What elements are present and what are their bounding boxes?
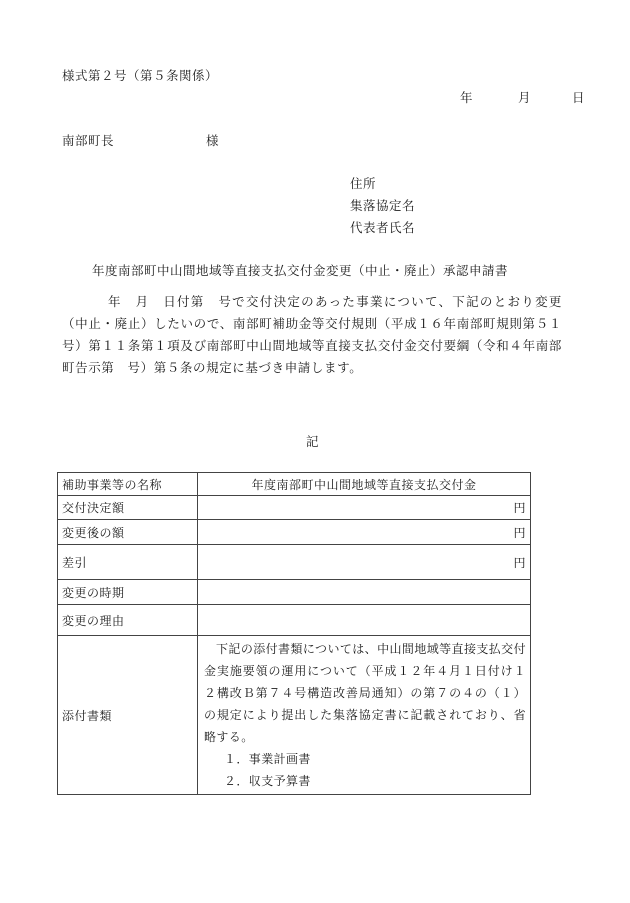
detail-table — [57, 472, 531, 795]
attachments-label: 添付書類 — [58, 636, 198, 795]
table-row — [58, 520, 531, 545]
recipient-honorific: 様 — [206, 133, 220, 148]
table-row — [58, 545, 531, 580]
table-row — [58, 473, 531, 496]
document-title: 年度南部町中山間地域等直接支払交付金変更（中止・廃止）承認申請書 — [92, 263, 509, 278]
date-month: 月 — [517, 90, 531, 105]
group-label: 集落協定名 — [350, 198, 416, 213]
representative-label: 代表者氏名 — [350, 220, 416, 235]
difference-label: 差引 — [58, 545, 198, 580]
decided-amount-label: 交付決定額 — [58, 496, 198, 520]
table-row — [58, 605, 531, 636]
recipient-name: 南部町長 — [62, 133, 115, 148]
table-row — [58, 580, 531, 605]
address-label: 住所 — [350, 176, 377, 191]
change-timing-value — [198, 580, 531, 605]
date-year: 年 — [460, 90, 474, 105]
body-paragraph: 年 月 日付第 号で交付決定のあった事業について、下記のとおり変更（中止・廃止）したいので、南部町補助金等交付規則（平成１６年南部町規則第５１号）第１１条第１項及び南部町中山間地域等直接支払交付金交付要綱（令和４年南部町告示第 号）第５条の規定に基づき申請します。 — [62, 294, 562, 375]
change-reason-label: 変更の理由 — [58, 605, 198, 636]
attachments-cell — [198, 636, 531, 795]
form-number: 様式第２号（第５条関係） — [62, 68, 219, 83]
applicant-block — [350, 173, 415, 239]
attachments-note: 下記の添付書類については、中山間地域等直接支払交付金実施要領の運用について（平成１２年４月１日付け１２構改Ｂ第７４号構造改善局通知）の第７の４の（１）の規定により提出した集落協定書に記載されており、省略する。 — [204, 642, 526, 744]
recipient — [62, 131, 219, 149]
date-line — [460, 88, 585, 106]
change-reason-value — [198, 605, 531, 636]
project-name-label: 補助事業等の名称 — [58, 473, 198, 496]
decided-amount-value: 円 — [198, 496, 531, 520]
changed-amount-value: 円 — [198, 520, 531, 545]
changed-amount-label: 変更後の額 — [58, 520, 198, 545]
ki-heading: 記 — [306, 434, 320, 449]
attachment-item: １．事業計画書 — [224, 752, 311, 766]
table-row — [58, 636, 531, 795]
attachment-item: ２．収支予算書 — [224, 774, 311, 788]
difference-value: 円 — [198, 545, 531, 580]
project-name-value: 年度南部町中山間地域等直接支払交付金 — [198, 473, 531, 496]
date-day: 日 — [571, 90, 585, 105]
change-timing-label: 変更の時期 — [58, 580, 198, 605]
table-row — [58, 496, 531, 520]
